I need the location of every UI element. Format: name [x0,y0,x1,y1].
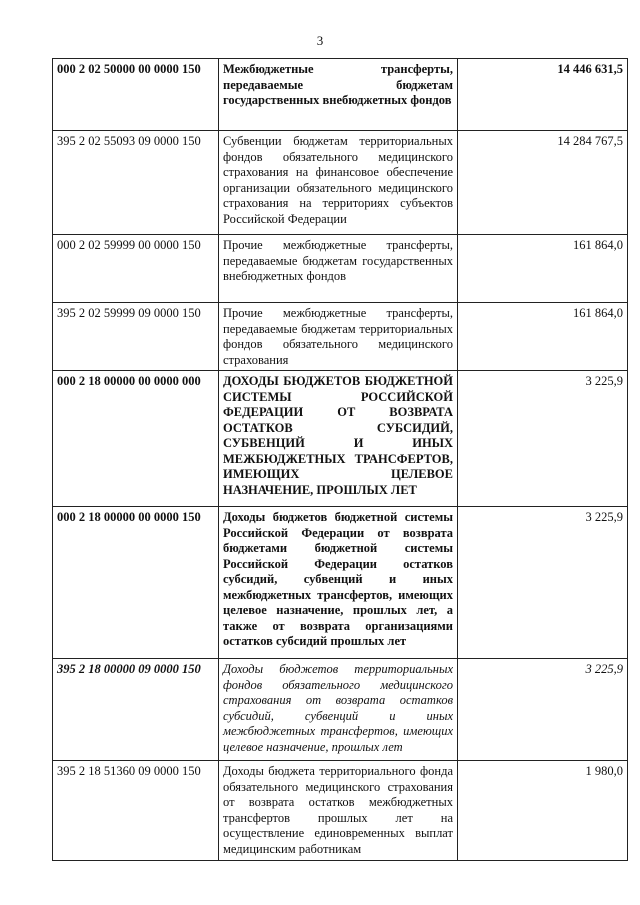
budget-code: 395 2 02 55093 09 0000 150 [53,131,219,235]
budget-code: 000 2 18 00000 00 0000 150 [53,507,219,659]
revenue-name: Прочие межбюджетные трансферты, передаваемые бюджетам государственных внебюджетных фондов [219,235,458,303]
revenue-amount: 161 864,0 [458,303,628,371]
table-row [53,235,628,303]
budget-code: 395 2 02 59999 09 0000 150 [53,303,219,371]
table-row [53,507,628,659]
budget-code: 395 2 18 00000 09 0000 150 [53,659,219,761]
revenue-name: Прочие межбюджетные трансферты, передаваемые бюджетам территориальных фондов обязательного медицинского страхования [219,303,458,371]
budget-code: 000 2 02 50000 00 0000 150 [53,59,219,131]
table-row [53,761,628,861]
table-row [53,59,628,131]
revenue-name: ДОХОДЫ БЮДЖЕТОВ БЮДЖЕТНОЙ СИСТЕМЫ РОССИЙСКОЙ ФЕДЕРАЦИИ ОТ ВОЗВРАТА ОСТАТКОВ СУБСИДИЙ, СУБВЕНЦИЙ И ИНЫХ МЕЖБЮДЖЕТНЫХ ТРАНСФЕРТОВ, ИМЕЮЩИХ ЦЕЛЕВОЕ НАЗНАЧЕНИЕ, ПРОШЛЫХ ЛЕТ [219,371,458,507]
revenue-amount: 3 225,9 [458,371,628,507]
revenue-amount: 1 980,0 [458,761,628,861]
revenue-name: Субвенции бюджетам территориальных фондов обязательного медицинского страхования на финансовое обеспечение организации обязательного медицинского страхования на территориях субъектов Российской Федерации [219,131,458,235]
table-row [53,371,628,507]
page-number: 3 [316,33,324,48]
revenue-name: Доходы бюджетов бюджетной системы Российской Федерации от возврата бюджетами бюджетной системы Российской Федерации остатков субсидий, субвенций и иных межбюджетных трансфертов, имеющих целевое назначение, прошлых лет, а также от возврата организациями остатков субсидий прошлых лет [219,507,458,659]
revenue-amount: 3 225,9 [458,659,628,761]
budget-code: 000 2 02 59999 00 0000 150 [53,235,219,303]
revenue-table [52,58,628,861]
budget-code: 395 2 18 51360 09 0000 150 [53,761,219,861]
table-row [53,659,628,761]
budget-code: 000 2 18 00000 00 0000 000 [53,371,219,507]
revenue-name: Доходы бюджетов территориальных фондов обязательного медицинского страхования от возврата остатков субсидий, субвенций и иных межбюджетных трансфертов, имеющих целевое назначение, прошлых лет [219,659,458,761]
revenue-amount: 14 446 631,5 [458,59,628,131]
revenue-name: Доходы бюджета территориального фонда обязательного медицинского страхования от возврата остатков межбюджетных трансфертов прошлых лет на осуществление единовременных выплат медицинским работникам [219,761,458,861]
table-row [53,303,628,371]
revenue-name: Межбюджетные трансферты, передаваемые бюджетам государственных внебюджетных фондов [219,59,458,131]
revenue-amount: 161 864,0 [458,235,628,303]
table-row [53,131,628,235]
revenue-amount: 14 284 767,5 [458,131,628,235]
revenue-amount: 3 225,9 [458,507,628,659]
